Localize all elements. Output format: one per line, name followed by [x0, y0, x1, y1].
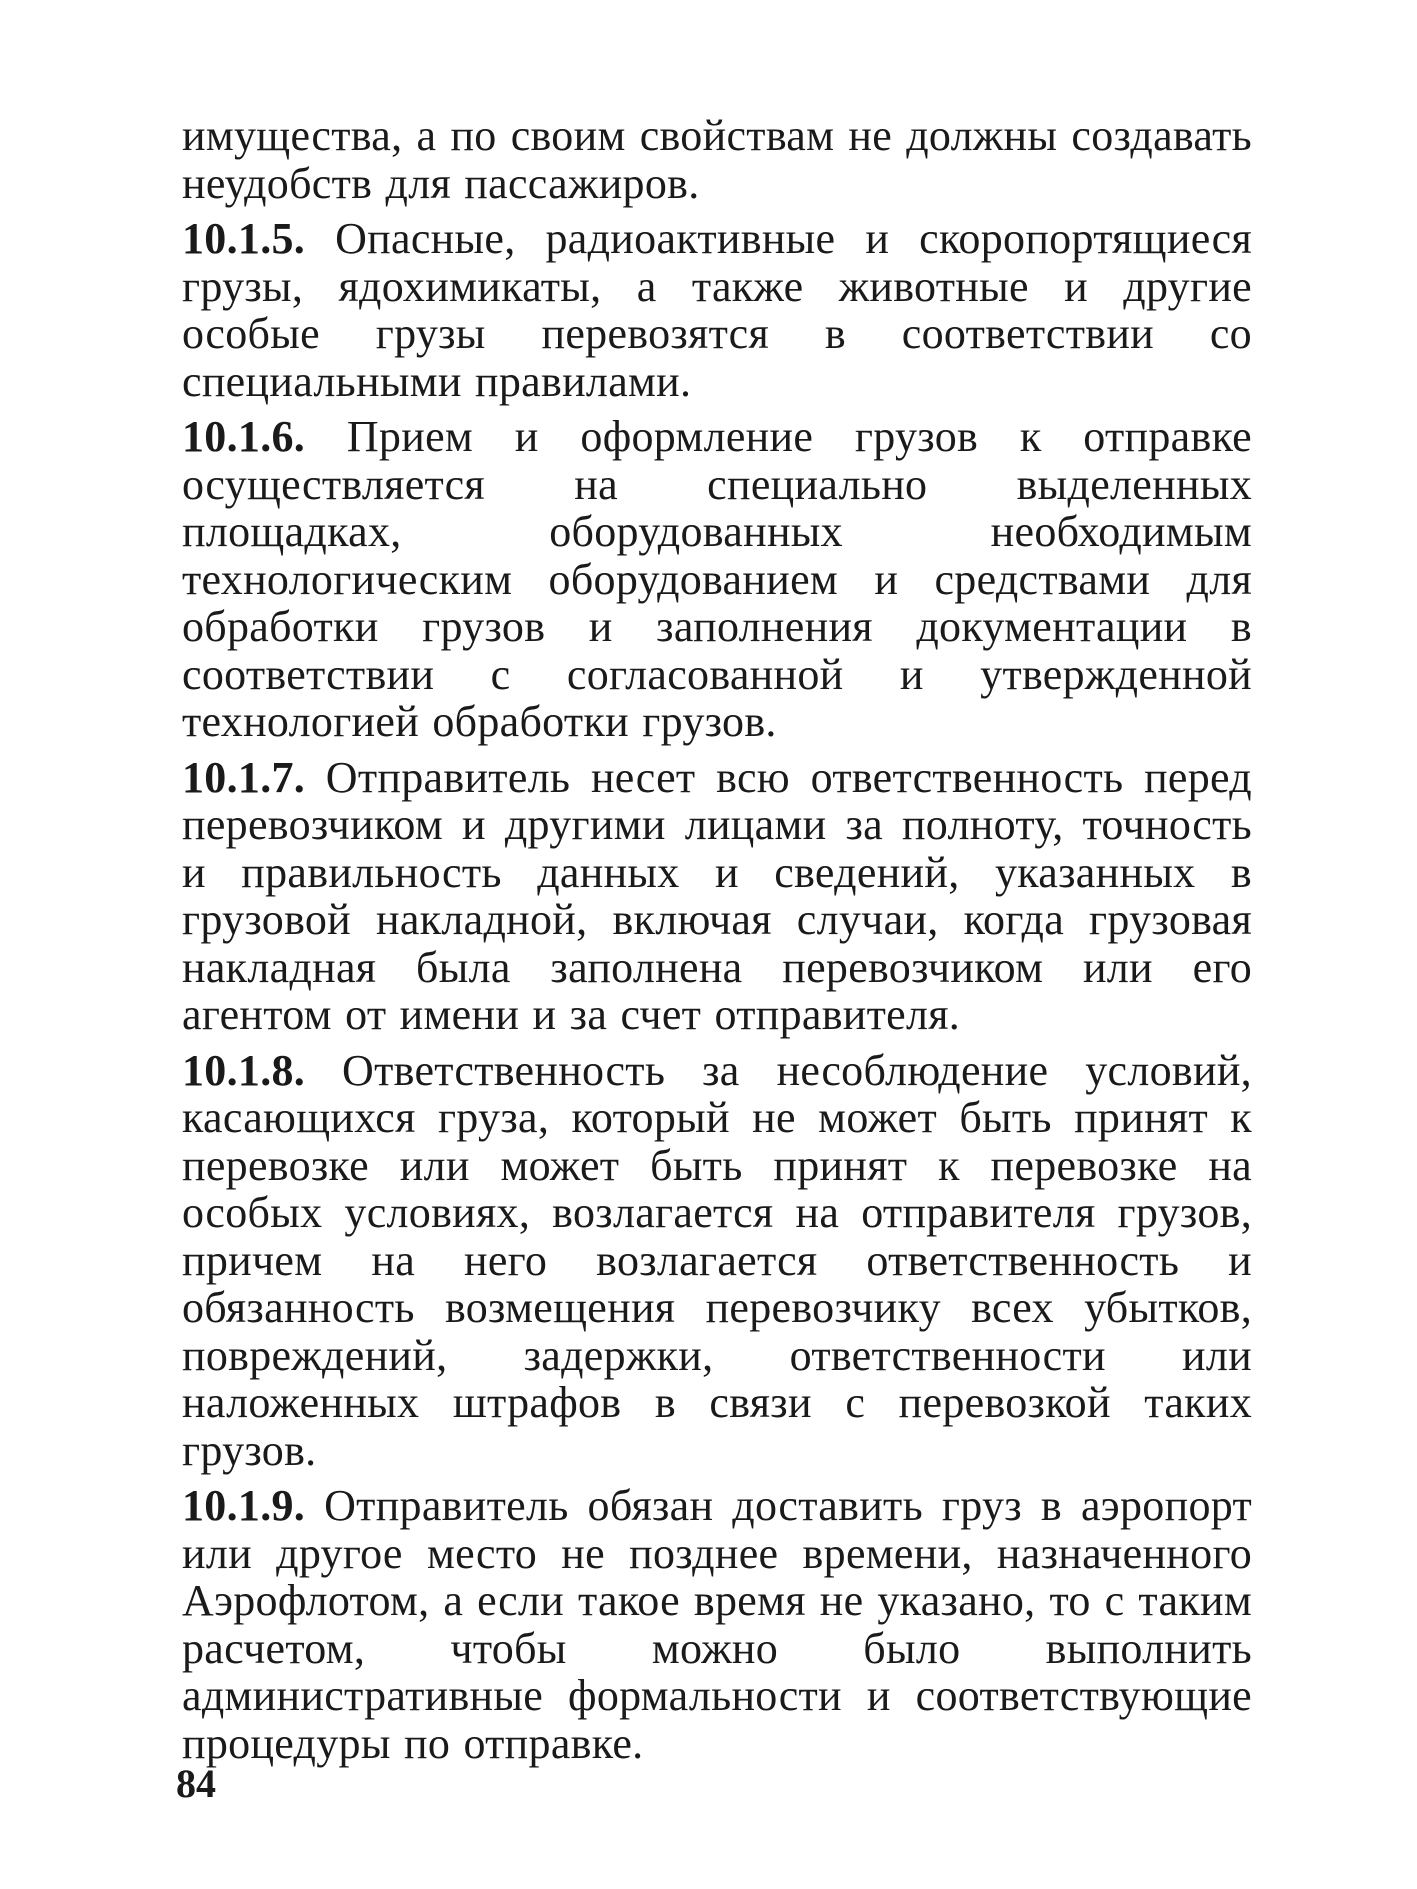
section-number: 10.1.7.	[182, 752, 306, 802]
section-10-1-7	[182, 754, 1252, 1039]
section-10-1-5	[182, 215, 1252, 405]
section-number: 10.1.8.	[182, 1045, 306, 1095]
section-text: Опасные, радиоактивные и скоропортящиеся грузы, ядохимикаты, а также животные и другие особые грузы перевозятся в соответствии со специальными правилами.	[182, 214, 1252, 406]
page-number: 84	[176, 1761, 216, 1806]
section-number: 10.1.9.	[182, 1481, 306, 1530]
section-10-1-9	[182, 1482, 1252, 1767]
section-10-1-6	[182, 413, 1252, 746]
section-text: Прием и оформление грузов к отправке осуществляется на специально выделенных площадках, оборудованных необходимым технологическим оборудованием и средствами для обработки грузов и заполнения документации в соответствии с согласованной и утвержденной технологией обработки грузов.	[182, 412, 1252, 746]
section-text: Отправитель обязан доставить груз в аэропорт или другое место не позднее времени, назначенного Аэрофлотом, а если такое время не указано, то с таким расчетом, чтобы можно было выполнить административные формальности и соответствующие процедуры по отправке.	[182, 1481, 1252, 1768]
document-page	[182, 112, 1252, 1775]
section-number: 10.1.6.	[182, 412, 306, 461]
section-text: Ответственность за несоблюдение условий, касающихся груза, который не может быть принят к перевозке или может быть принят к перевозке на особых условиях, возлагается на отправителя грузов, причем на него возлагается ответственность и обязанность возмещения перевозчику всех убытков, повреждений, задержки, ответственности или наложенных штрафов в связи с перевозкой таких грузов.	[182, 1045, 1252, 1475]
section-number: 10.1.5.	[182, 214, 306, 263]
section-text: Отправитель несет всю ответственность перед перевозчиком и другими лицами за полноту, точность и правильность данных и сведений, указанных в грузовой накладной, включая случаи, когда грузовая накладная была заполнена перевозчиком или его агентом от имени и за счет отправителя.	[182, 752, 1252, 1039]
section-10-1-8	[182, 1047, 1252, 1475]
continuation-paragraph: имущества, а по своим свойствам не должны создавать неудобств для пассажиров.	[182, 111, 1252, 208]
